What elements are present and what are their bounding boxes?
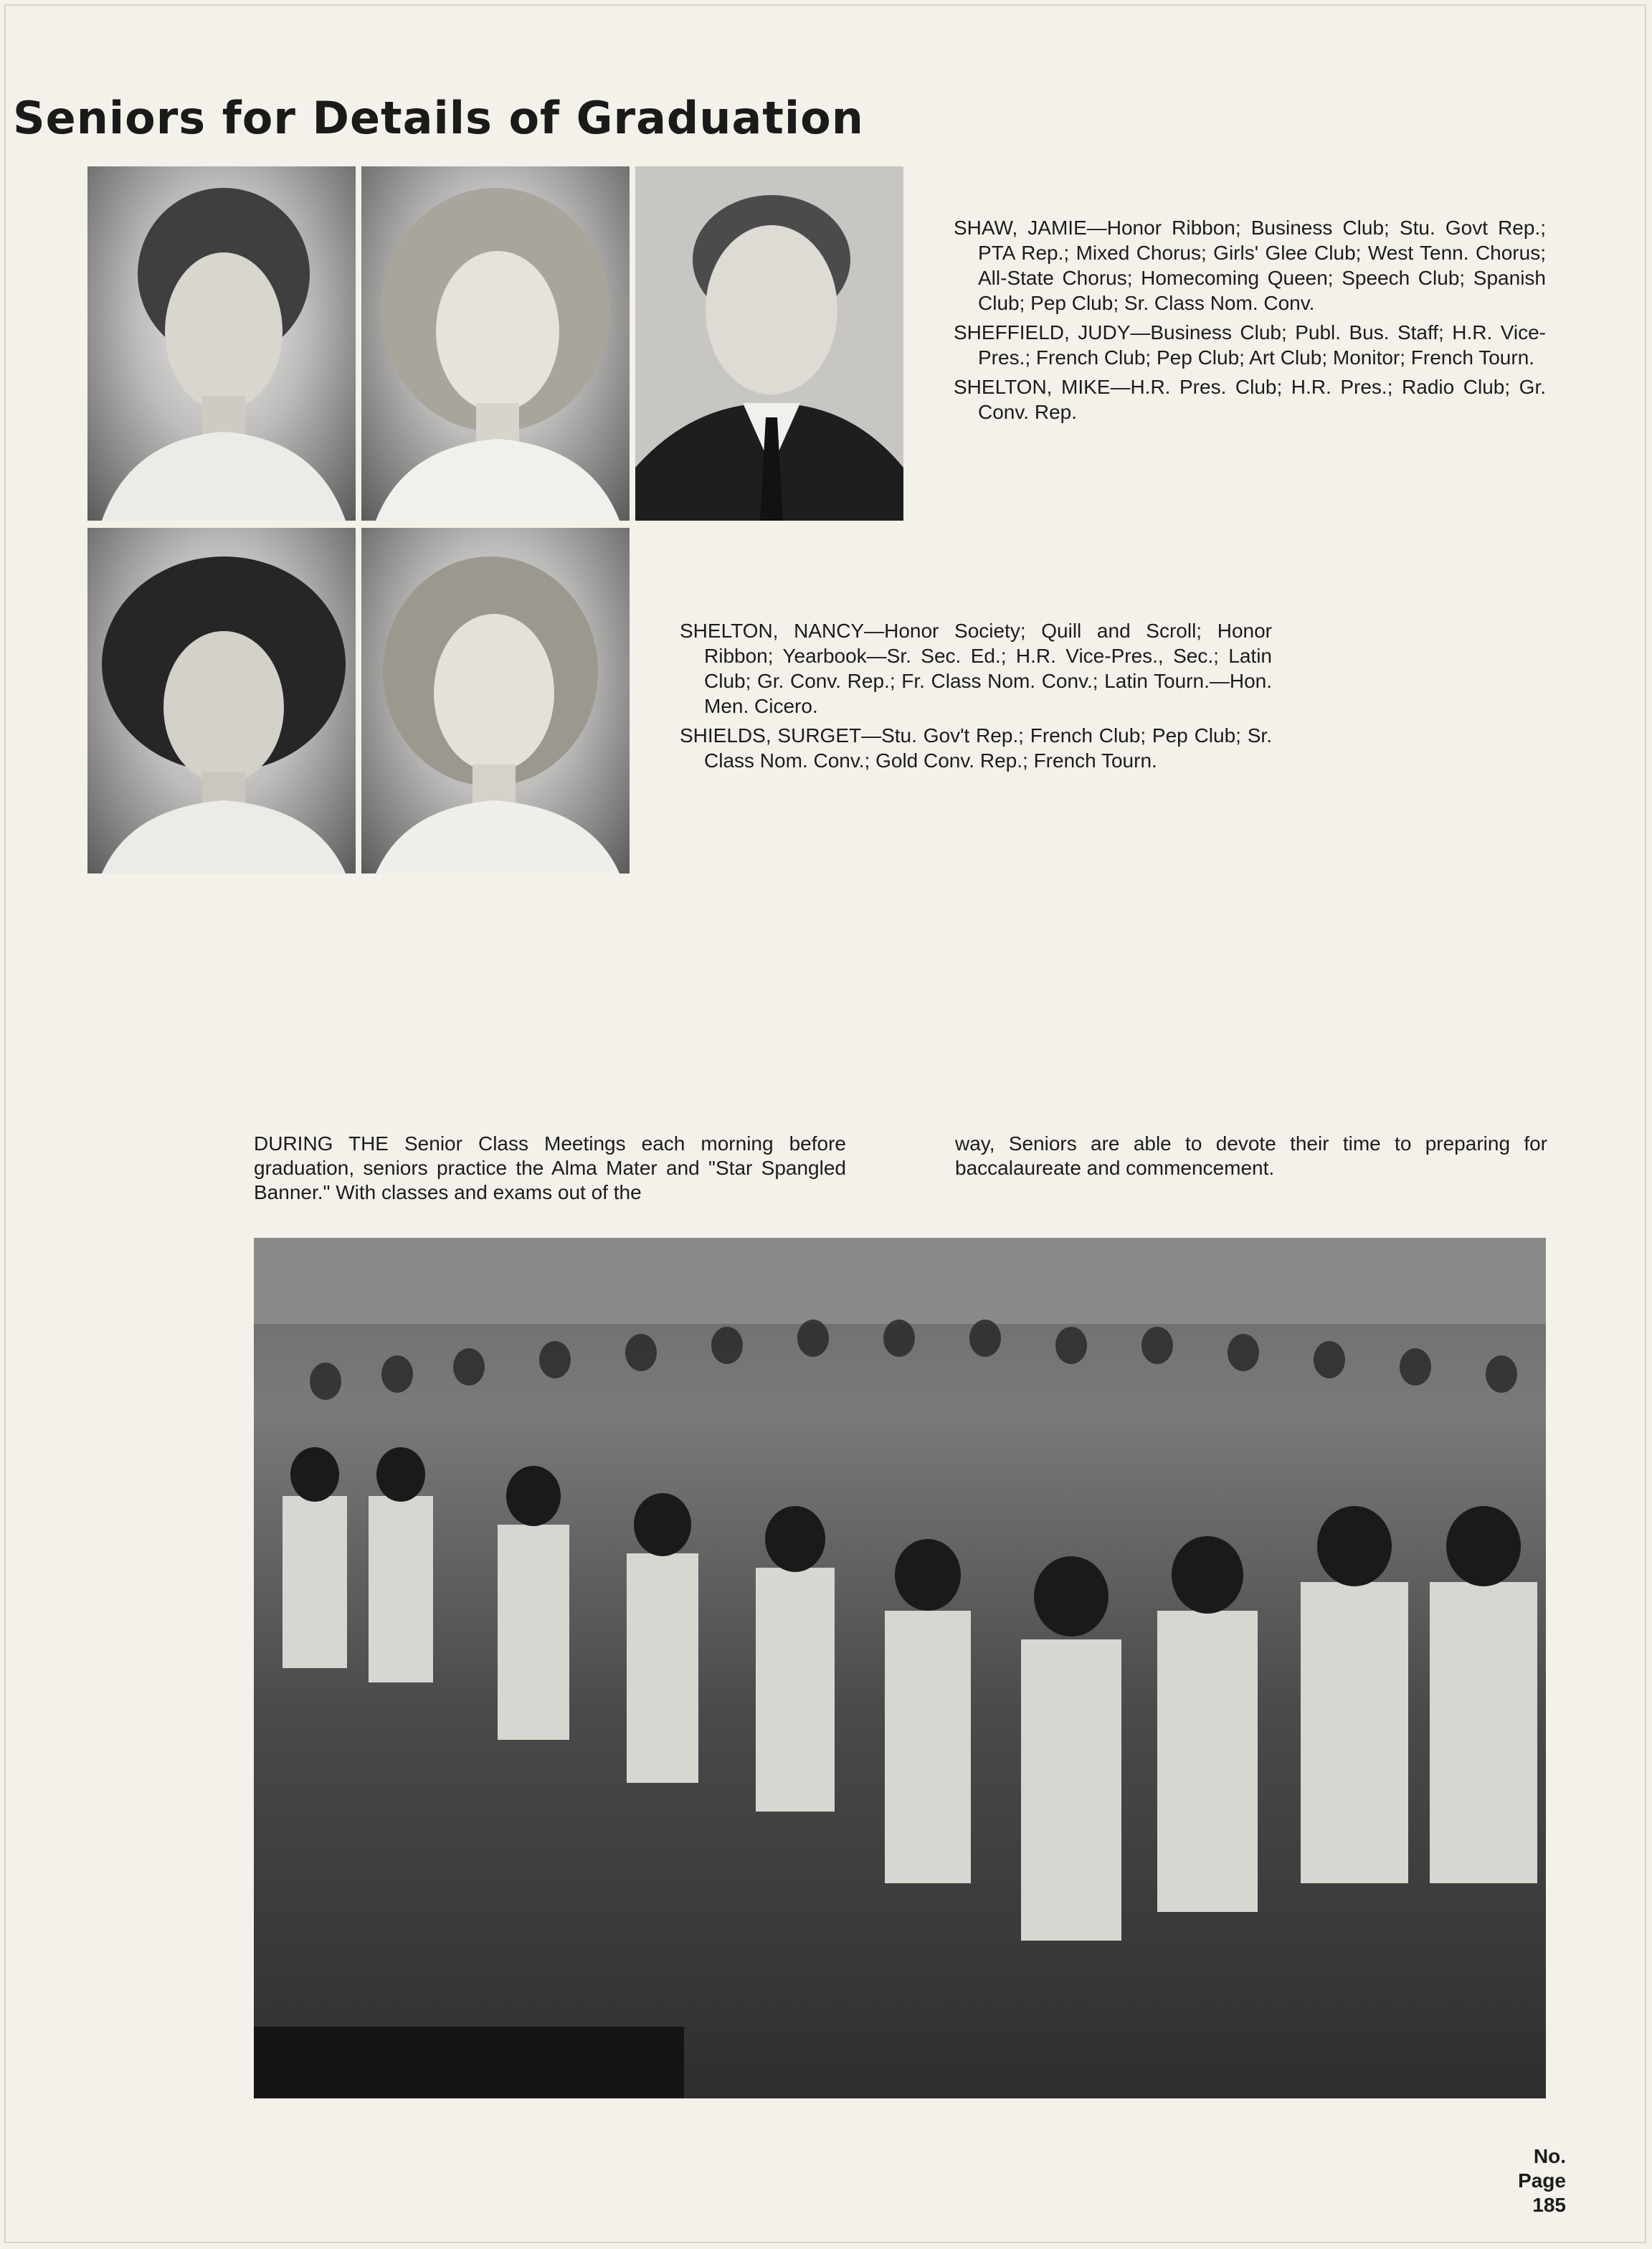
folio-page: Page bbox=[1518, 2169, 1566, 2192]
portrait-shaw-jamie bbox=[87, 166, 356, 521]
page-title: Seniors for Details of Graduation bbox=[13, 92, 864, 144]
bio-block-lower bbox=[680, 618, 1272, 777]
bio-shaw-jamie: SHAW, JAMIE—Honor Ribbon; Business Club; Stu. Govt Rep.; PTA Rep.; Mixed Chorus; Girls' Glee Club; West Tenn. Chorus; All-State Chorus; Homecoming Queen; Speech Club; Spanish Club; Pep Club; Sr. Class Nom. Conv. bbox=[954, 217, 1546, 314]
folio-number: 185 bbox=[1532, 2194, 1566, 2216]
bio-shelton-nancy: SHELTON, NANCY—Honor Society; Quill and Scroll; Honor Ribbon; Yearbook—Sr. Sec. Ed.; H.R. Vice-Pres., Sec.; Latin Club; Gr. Conv. Rep.; Fr. Class Nom. Conv.; Latin Tourn.—Hon. Men. Cicero. bbox=[680, 620, 1272, 717]
portrait-shelton-nancy bbox=[87, 528, 356, 873]
caption-right: way, Seniors are able to devote their time to preparing for baccalaureate and commencement. bbox=[955, 1132, 1547, 1179]
assembly-crowd-photo bbox=[254, 1238, 1546, 2098]
bio-shields-surget: SHIELDS, SURGET—Stu. Gov't Rep.; French Club; Pep Club; Sr. Class Nom. Conv.; Gold Conv. Rep.; French Tourn. bbox=[680, 724, 1272, 772]
bio-sheffield-judy: SHEFFIELD, JUDY—Business Club; Publ. Bus. Staff; H.R. Vice-Pres.; French Club; Pep Club; Art Club; Monitor; French Tourn. bbox=[954, 321, 1546, 369]
caption-left: DURING THE Senior Class Meetings each morning before graduation, seniors practice the Alma Mater and "Star Spangled Banner." With classes and exams out of the bbox=[254, 1132, 846, 1203]
page-folio bbox=[1518, 2144, 1566, 2217]
folio-no: No. bbox=[1533, 2145, 1566, 2167]
bio-block-upper bbox=[954, 215, 1546, 429]
bio-shelton-mike: SHELTON, MIKE—H.R. Pres. Club; H.R. Pres.; Radio Club; Gr. Conv. Rep. bbox=[954, 376, 1546, 423]
portrait-shields-surget bbox=[361, 528, 630, 873]
portrait-sheffield-judy bbox=[361, 166, 630, 521]
portrait-shelton-mike bbox=[635, 166, 903, 521]
